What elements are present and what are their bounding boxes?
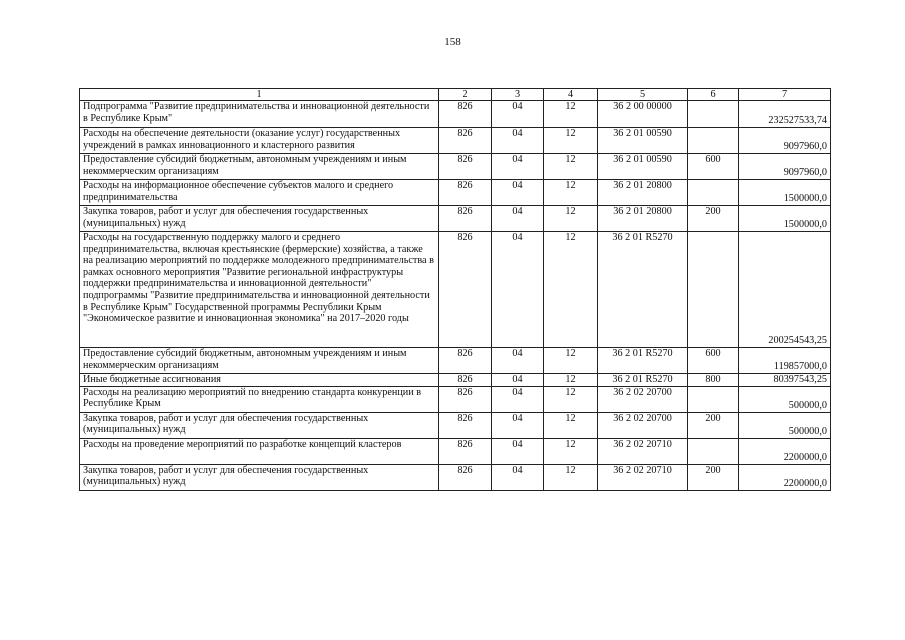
row-admin-code: 826 [439,206,492,232]
row-expense-type [688,101,739,128]
table-row [80,232,831,348]
row-admin-code: 826 [439,464,492,490]
row-section: 04 [492,464,544,490]
row-admin-code: 826 [439,232,492,348]
row-admin-code: 826 [439,348,492,374]
row-amount: 1500000,0 [739,206,831,232]
row-subsection: 12 [544,464,598,490]
table-row [80,374,831,387]
row-target-article: 36 2 01 00590 [598,128,688,154]
row-expense-type: 200 [688,412,739,438]
page-number: 158 [444,36,461,48]
row-section: 04 [492,180,544,206]
row-amount: 119857000,0 [739,348,831,374]
row-section: 04 [492,232,544,348]
row-admin-code: 826 [439,180,492,206]
row-expense-type [688,438,739,464]
row-expense-type [688,128,739,154]
row-expense-type: 200 [688,464,739,490]
row-target-article: 36 2 01 20800 [598,206,688,232]
row-subsection: 12 [544,180,598,206]
column-number-3: 3 [492,89,544,101]
row-expense-type [688,386,739,412]
table-row [80,128,831,154]
row-amount: 500000,0 [739,386,831,412]
table-row [80,412,831,438]
row-section: 04 [492,412,544,438]
table-row [80,464,831,490]
row-expense-type: 600 [688,154,739,180]
row-target-article: 36 2 01 R5270 [598,374,688,387]
column-number-6: 6 [688,89,739,101]
row-description: Закупка товаров, работ и услуг для обеспечения государственных (муниципальных) нужд [80,464,439,490]
row-admin-code: 826 [439,438,492,464]
row-subsection: 12 [544,101,598,128]
row-section: 04 [492,386,544,412]
row-section: 04 [492,128,544,154]
row-target-article: 36 2 01 R5270 [598,348,688,374]
row-subsection: 12 [544,412,598,438]
row-target-article: 36 2 02 20710 [598,438,688,464]
row-admin-code: 826 [439,128,492,154]
table-row [80,154,831,180]
row-amount: 232527533,74 [739,101,831,128]
row-admin-code: 826 [439,386,492,412]
row-section: 04 [492,374,544,387]
row-description: Предоставление субсидий бюджетным, автономным учреждениям и иным некоммерческим организациям [80,348,439,374]
row-amount: 2200000,0 [739,438,831,464]
row-expense-type [688,232,739,348]
row-target-article: 36 2 02 20710 [598,464,688,490]
row-target-article: 36 2 01 20800 [598,180,688,206]
row-description: Расходы на обеспечение деятельности (оказание услуг) государственных учреждений в рамках инновационного и кластерного развития [80,128,439,154]
row-amount: 9097960,0 [739,128,831,154]
table-row [80,438,831,464]
row-description: Подпрограмма "Развитие предпринимательства и инновационной деятельности в Республике Крым" [80,101,439,128]
column-number-7: 7 [739,89,831,101]
row-target-article: 36 2 01 00590 [598,154,688,180]
row-expense-type: 800 [688,374,739,387]
table-row [80,386,831,412]
row-section: 04 [492,206,544,232]
row-subsection: 12 [544,348,598,374]
row-subsection: 12 [544,374,598,387]
row-description: Предоставление субсидий бюджетным, автономным учреждениям и иным некоммерческим организациям [80,154,439,180]
row-expense-type: 200 [688,206,739,232]
row-amount: 2200000,0 [739,464,831,490]
row-target-article: 36 2 00 00000 [598,101,688,128]
row-section: 04 [492,101,544,128]
row-subsection: 12 [544,128,598,154]
row-target-article: 36 2 01 R5270 [598,232,688,348]
column-number-2: 2 [439,89,492,101]
row-admin-code: 826 [439,412,492,438]
row-description: Закупка товаров, работ и услуг для обеспечения государственных (муниципальных) нужд [80,206,439,232]
row-expense-type: 600 [688,348,739,374]
row-target-article: 36 2 02 20700 [598,386,688,412]
row-admin-code: 826 [439,101,492,128]
row-description: Закупка товаров, работ и услуг для обеспечения государственных (муниципальных) нужд [80,412,439,438]
row-description: Расходы на проведение мероприятий по разработке концепций кластеров [80,438,439,464]
row-section: 04 [492,438,544,464]
row-section: 04 [492,154,544,180]
row-amount: 1500000,0 [739,180,831,206]
row-target-article: 36 2 02 20700 [598,412,688,438]
row-amount: 80397543,25 [739,374,831,387]
table-row [80,348,831,374]
column-number-1: 1 [80,89,439,101]
column-number-row [80,89,831,101]
row-subsection: 12 [544,438,598,464]
row-admin-code: 826 [439,374,492,387]
row-description: Расходы на государственную поддержку малого и среднего предпринимательства, включая крестьянские (фермерские) хозяйства, а также на реализацию мероприятий по поддержке молодежного предпринимательства в рамках основного мероприятия "Развитие региональной инфраструктуры поддержки предпринимательства и инновационной деятельности" подпрограммы "Развитие предпринимательства и инновационной деятельности в Республике Крым" Государственной программы Республики Крым "Экономическое развитие и инновационная экономика" на 2017–2020 годы [80,232,439,348]
row-subsection: 12 [544,154,598,180]
table-row [80,180,831,206]
row-description: Иные бюджетные ассигнования [80,374,439,387]
row-amount: 200254543,25 [739,232,831,348]
row-expense-type [688,180,739,206]
row-subsection: 12 [544,232,598,348]
column-number-5: 5 [598,89,688,101]
budget-table [79,88,831,491]
row-amount: 500000,0 [739,412,831,438]
table-row [80,206,831,232]
row-subsection: 12 [544,386,598,412]
row-subsection: 12 [544,206,598,232]
row-description: Расходы на информационное обеспечение субъектов малого и среднего предпринимательства [80,180,439,206]
table-row [80,101,831,128]
row-admin-code: 826 [439,154,492,180]
row-section: 04 [492,348,544,374]
row-description: Расходы на реализацию мероприятий по внедрению стандарта конкуренции в Республике Крым [80,386,439,412]
column-number-4: 4 [544,89,598,101]
row-amount: 9097960,0 [739,154,831,180]
